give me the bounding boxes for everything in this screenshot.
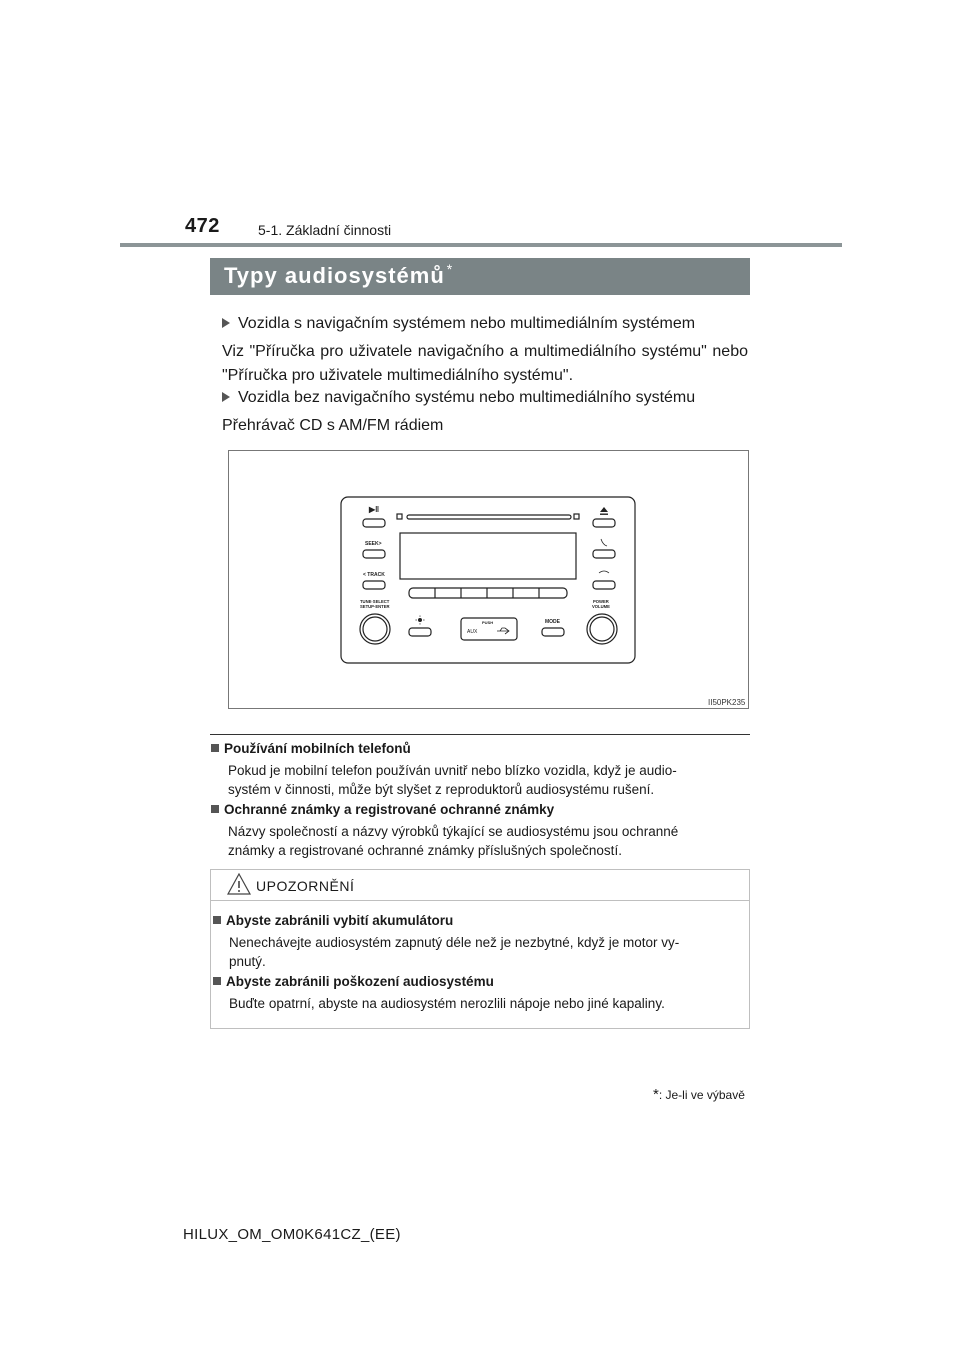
- square-bullet-icon: [213, 977, 221, 985]
- square-bullet-icon: [213, 916, 221, 924]
- triangle-bullet-icon: [222, 318, 230, 328]
- square-bullet-icon: [211, 805, 219, 813]
- play-pause-label: ▶‖: [369, 505, 380, 514]
- phone-pickup-button: [593, 550, 615, 558]
- tune-select-label-1: TUNE·SELECT: [360, 599, 390, 604]
- note-heading-phones: [211, 741, 411, 756]
- caution-heading-text: Abyste zabránili vybití akumulátoru: [226, 913, 454, 928]
- aux-label: AUX: [467, 629, 478, 635]
- paragraph-cd-player: Přehrávač CD s AM/FM rádiem: [222, 417, 444, 434]
- caution-header: [211, 870, 749, 901]
- figure-code: II50PK235: [708, 698, 746, 707]
- eject-icon: [600, 507, 608, 512]
- mode-button: [542, 628, 564, 636]
- page-number: 472: [185, 215, 220, 237]
- bullet-text: Vozidla s navigačním systémem nebo multimediálním systémem: [238, 315, 696, 332]
- caution-heading-text: Abyste zabránili poškození audiosystému: [226, 974, 494, 989]
- power-label-1: POWER: [593, 599, 609, 604]
- note-heading-text: Používání mobilních telefonů: [224, 741, 411, 756]
- track-button: [363, 581, 385, 589]
- power-volume-knob: [587, 614, 617, 644]
- mode-label: MODE: [545, 619, 560, 625]
- page-title-text: Typy audiosystémů: [224, 263, 445, 288]
- caution-body-damage: [229, 994, 744, 1013]
- caution-line: Buďte opatrní, abyste na audiosystém nerozlili nápoje nebo jiné kapaliny.: [229, 996, 665, 1011]
- caution-label: UPOZORNĚNÍ: [256, 878, 355, 894]
- caution-box: [210, 869, 750, 1029]
- footnote: [653, 1086, 745, 1103]
- track-label: < TRACK: [363, 572, 385, 578]
- push-label: PUSH: [482, 620, 494, 625]
- warning-triangle-icon: [227, 873, 251, 895]
- note-line: systém v činnosti, může být slyšet z reproduktorů audiosystému rušení.: [228, 782, 655, 797]
- seek-button: [363, 550, 385, 558]
- seek-label: SEEK>: [365, 541, 382, 547]
- bullet-without-navigation: [222, 386, 695, 410]
- notes-divider: [210, 734, 750, 735]
- note-heading-trademarks: [211, 802, 554, 817]
- tune-select-knob: [360, 614, 390, 644]
- section-title: 5-1. Základní činnosti: [258, 222, 392, 238]
- square-bullet-icon: [211, 744, 219, 752]
- phone-hangup-icon: [599, 571, 609, 573]
- audio-unit-figure: [228, 450, 749, 709]
- cd-slot-right-mark: [574, 514, 579, 519]
- caution-heading-damage: [213, 974, 494, 989]
- title-bar: [210, 258, 750, 295]
- note-heading-text: Ochranné známky a registrované ochranné známky: [224, 802, 555, 817]
- note-line: Pokud je mobilní telefon používán uvnitř nebo blízko vozidla, když je audio-: [228, 763, 677, 778]
- header-divider: [120, 243, 842, 247]
- power-label-2: VOLUME: [592, 604, 610, 609]
- preset-buttons-strip: [409, 588, 567, 598]
- brightness-icon: [418, 618, 422, 622]
- note-body-phones: [228, 761, 748, 799]
- caution-line: pnutý.: [229, 954, 266, 969]
- cd-slot-left-mark: [397, 514, 402, 519]
- caution-body-battery: [229, 933, 744, 971]
- display-screen: [400, 533, 576, 579]
- caution-line: Nenechávejte audiosystém zapnutý déle než je nezbytné, když je motor vy-: [229, 935, 680, 950]
- phone-pickup-icon: [601, 539, 607, 546]
- bullet-with-navigation: [222, 312, 695, 336]
- caution-heading-battery: [213, 913, 453, 928]
- asterisk-icon: *: [653, 1086, 659, 1103]
- title-asterisk: *: [446, 261, 454, 277]
- document-code: HILUX_OM_OM0K641CZ_(EE): [183, 1226, 401, 1243]
- audio-unit-illustration: [229, 451, 748, 708]
- eject-icon-bar: [600, 514, 608, 515]
- play-pause-button: [363, 519, 385, 527]
- note-body-trademarks: [228, 822, 748, 860]
- note-line: Názvy společností a názvy výrobků týkající se audiosystému jsou ochranné: [228, 824, 679, 839]
- tune-select-label-2: SETUP·ENTER: [360, 604, 390, 609]
- note-line: známky a registrované ochranné známky příslušných společností.: [228, 843, 622, 858]
- usb-icon: [497, 628, 509, 634]
- cd-slot: [407, 515, 571, 519]
- paragraph-reference: Viz "Příručka pro uživatele navigačního a multimediálního systému" nebo "Příručka pro uživatele multimediálního systému".: [222, 343, 748, 384]
- brightness-button: [409, 628, 431, 636]
- page-title: [224, 263, 453, 289]
- triangle-bullet-icon: [222, 392, 230, 402]
- footnote-text: : Je-li ve výbavě: [658, 1088, 745, 1102]
- bullet-text: Vozidla bez navigačního systému nebo multimediálního systému: [238, 389, 696, 406]
- phone-hangup-button: [593, 581, 615, 589]
- eject-button: [593, 519, 615, 527]
